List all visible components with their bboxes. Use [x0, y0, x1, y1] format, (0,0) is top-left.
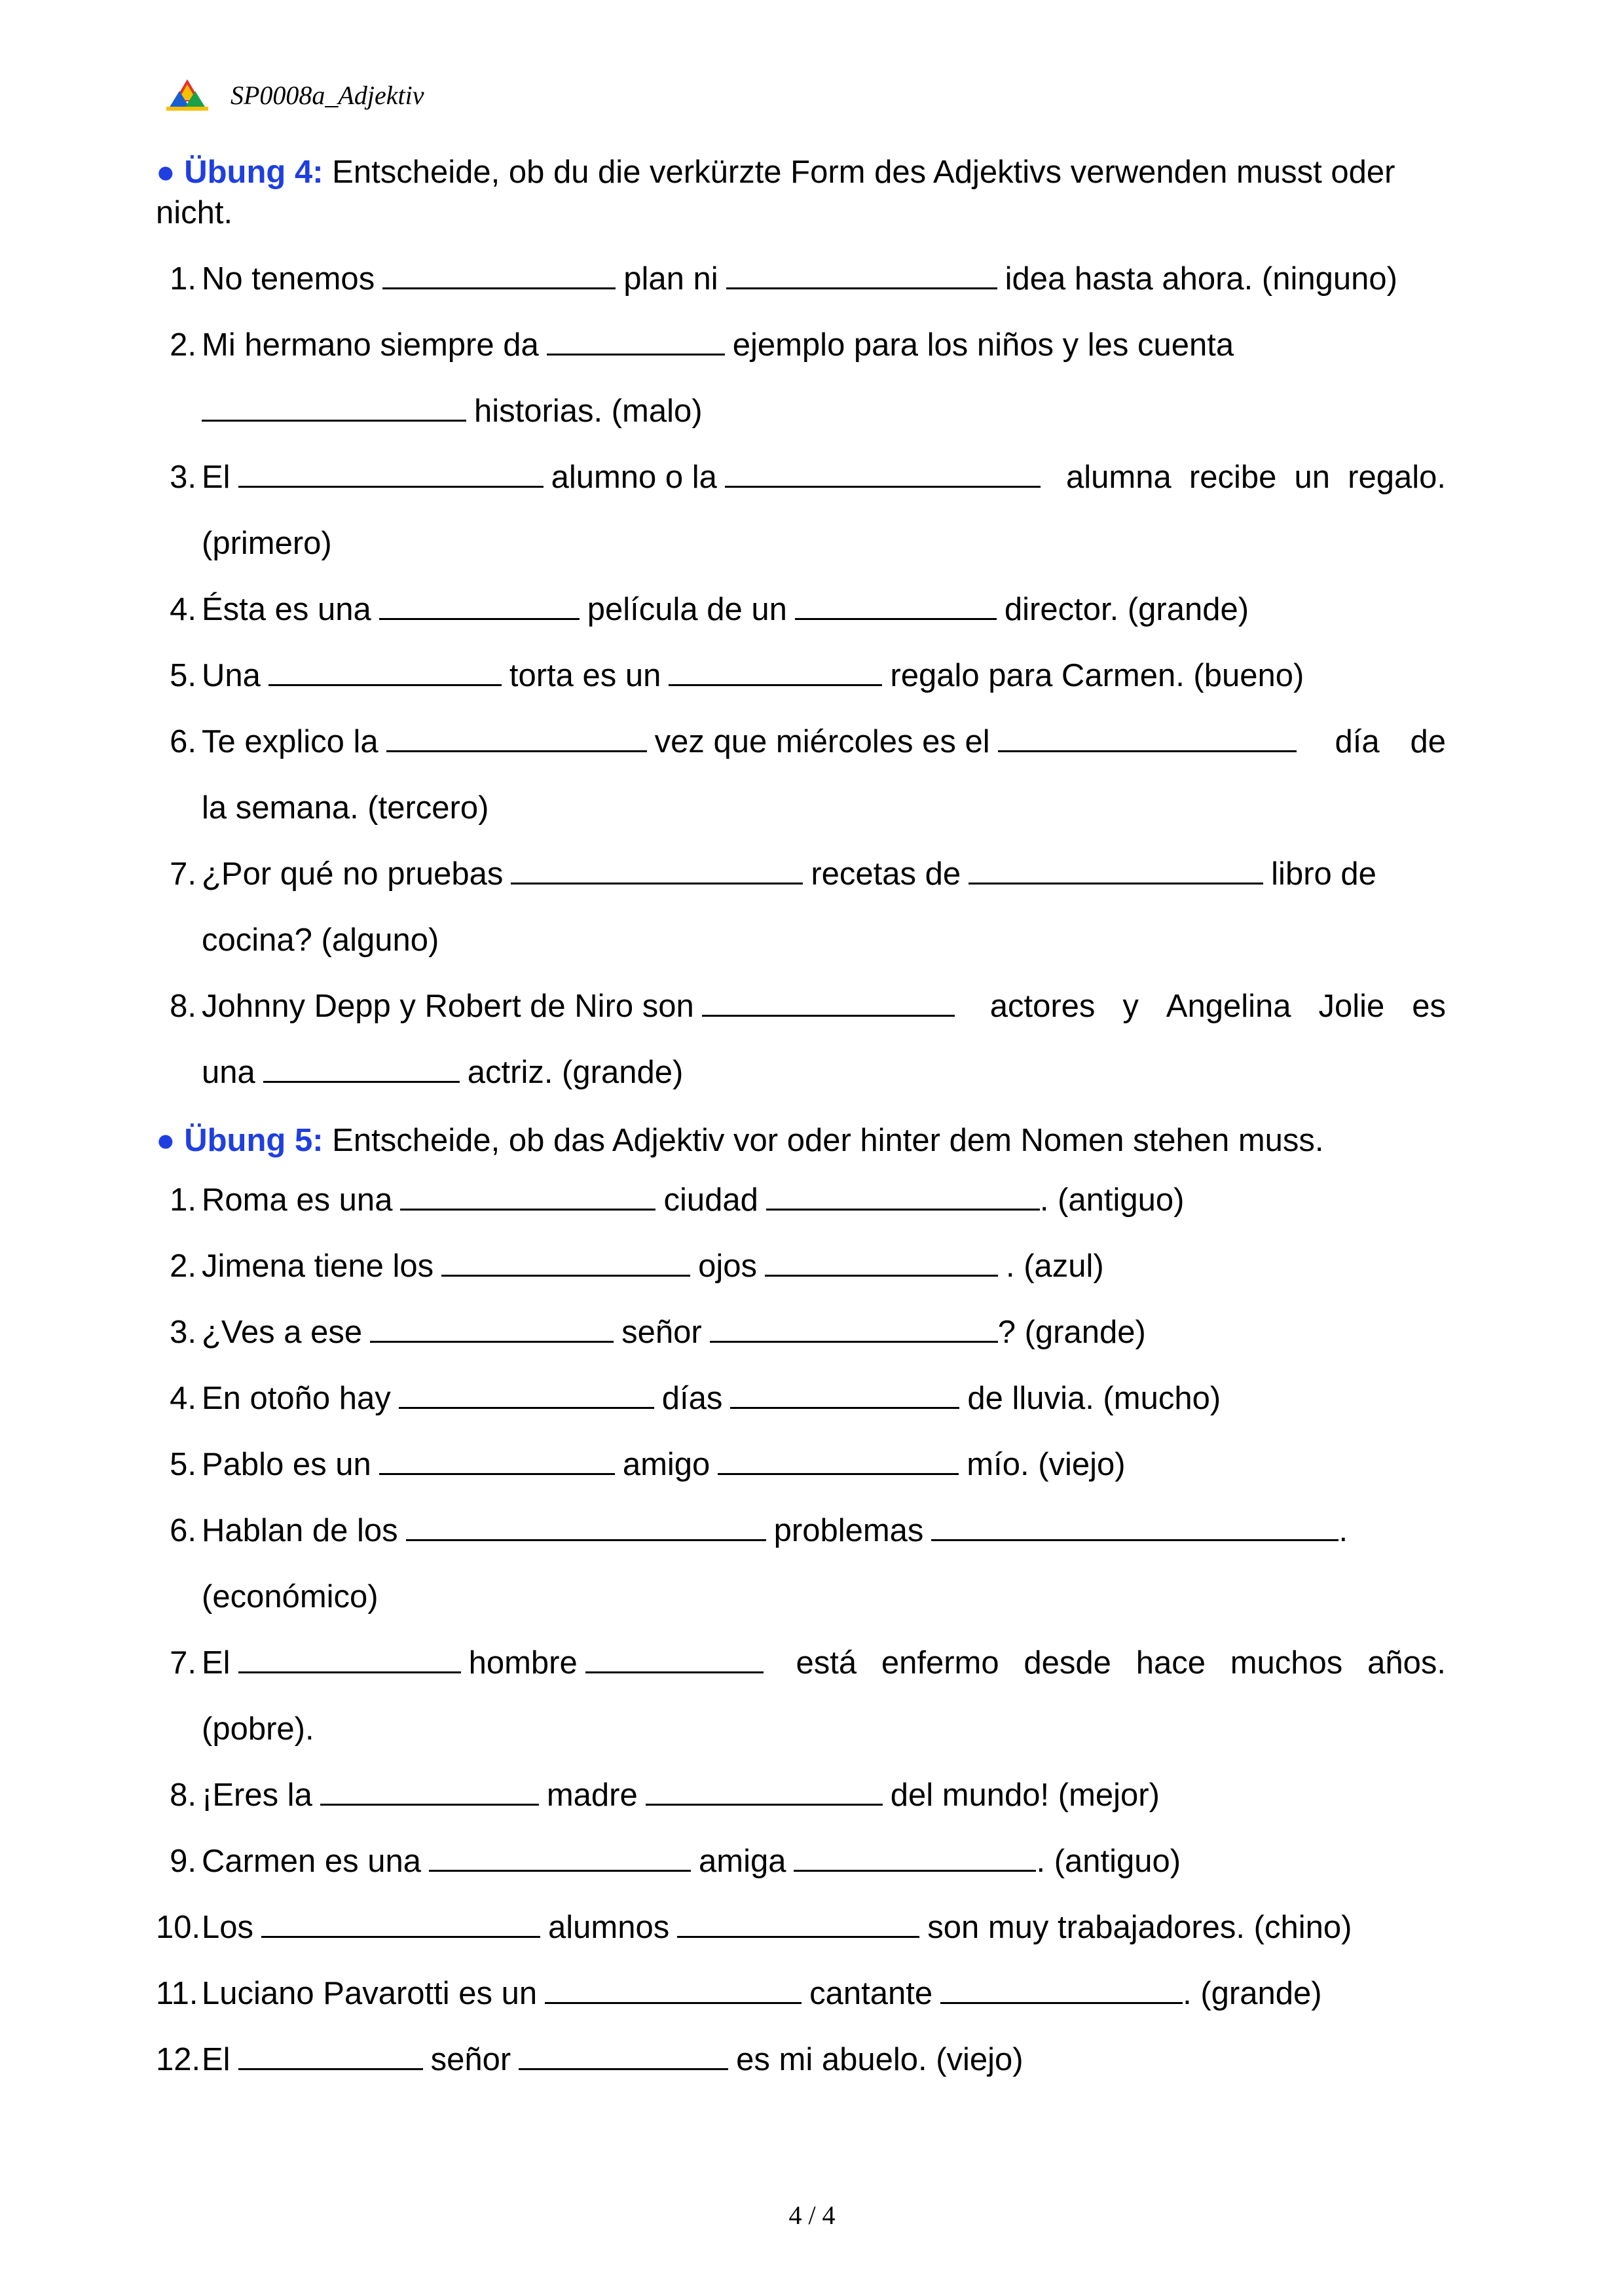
exercise-5-heading	[156, 1120, 1446, 1161]
answer-blank[interactable]	[238, 2046, 423, 2070]
item-text: y	[1122, 989, 1139, 1024]
item-text: Angelina	[1166, 989, 1291, 1024]
item-text: ciudad	[663, 1182, 758, 1218]
answer-blank[interactable]	[646, 1781, 883, 1806]
item-text: . (azul)	[1005, 1248, 1104, 1284]
bullet-icon: ●	[156, 155, 175, 190]
item-text: está	[796, 1645, 857, 1681]
worksheet-content	[156, 152, 1446, 2093]
answer-blank[interactable]	[406, 1517, 766, 1541]
item-number: 6.	[170, 1513, 196, 1548]
answer-blank[interactable]	[710, 1319, 998, 1343]
item-text: plan ni	[623, 261, 718, 297]
item-text: director. (grande)	[1004, 592, 1249, 627]
answer-blank[interactable]	[386, 728, 647, 752]
item-text: (primero)	[202, 526, 332, 561]
item-text: . (grande)	[1183, 1976, 1322, 2011]
item-text: Los	[202, 1910, 254, 1945]
exercise-item-continuation	[156, 775, 1446, 841]
item-text: Ésta es una	[202, 592, 371, 627]
exercise-item	[156, 1498, 1446, 1564]
exercise-item	[156, 1233, 1446, 1300]
item-text: hombre	[468, 1645, 578, 1681]
exercise-item	[156, 1829, 1446, 1895]
item-number: 12.	[156, 2042, 201, 2077]
item-text: . (antiguo)	[1039, 1182, 1185, 1218]
exercise-item	[156, 643, 1446, 709]
item-number: 9.	[170, 1844, 196, 1879]
answer-blank[interactable]	[585, 1649, 764, 1673]
answer-blank[interactable]	[545, 1980, 802, 2004]
answer-blank[interactable]	[261, 1914, 540, 1938]
item-text: Jimena tiene los	[202, 1248, 434, 1284]
item-text: historias. (malo)	[474, 393, 703, 429]
exercise-item	[156, 1961, 1446, 2027]
answer-blank[interactable]	[379, 596, 580, 620]
item-text: . (antiguo)	[1036, 1844, 1181, 1879]
exercise-item	[156, 2027, 1446, 2093]
item-text: Te explico la	[202, 724, 378, 759]
exercise-item	[156, 1762, 1446, 1829]
item-text: años.	[1367, 1645, 1446, 1681]
exercise-item	[156, 709, 1446, 775]
exercise-item	[156, 246, 1446, 312]
exercise-item	[156, 577, 1446, 643]
answer-blank[interactable]	[441, 1252, 690, 1277]
item-number: 7.	[170, 1645, 196, 1681]
item-text: Carmen es una	[202, 1844, 422, 1879]
exercise-item	[156, 841, 1446, 907]
item-text: Johnny Depp y Robert de Niro son	[202, 989, 694, 1024]
item-text: ejemplo para los niños y les cuenta	[732, 327, 1234, 363]
item-text: la semana. (tercero)	[202, 790, 489, 826]
item-number: 1.	[170, 1182, 196, 1218]
item-text: enfermo	[881, 1645, 999, 1681]
exercise-instruction: Entscheide, ob du die verkürzte Form des Adjektivs verwenden musst oder	[332, 155, 1395, 190]
item-text: señor	[621, 1315, 702, 1350]
answer-blank[interactable]	[931, 1517, 1338, 1541]
item-text: ¿Por qué no pruebas	[202, 856, 504, 892]
exercise-item	[156, 1366, 1446, 1432]
exercise-instruction-cont: nicht.	[156, 195, 233, 230]
exercise-item	[156, 974, 1446, 1040]
item-text: No tenemos	[202, 261, 375, 297]
exercise-title: Übung 4:	[184, 155, 323, 190]
item-text: Luciano Pavarotti es un	[202, 1976, 538, 2011]
item-text: Una	[202, 658, 261, 693]
item-text: día	[1335, 724, 1380, 759]
item-number: 8.	[170, 1777, 196, 1813]
answer-blank[interactable]	[519, 2046, 728, 2070]
item-text: ¡Eres la	[202, 1777, 312, 1813]
item-text: El	[202, 1645, 231, 1681]
item-text: desde	[1024, 1645, 1111, 1681]
item-number: 3.	[170, 1315, 196, 1350]
answer-blank[interactable]	[702, 993, 955, 1017]
item-number: 10.	[156, 1910, 201, 1945]
item-text: ojos	[698, 1248, 757, 1284]
answer-blank[interactable]	[794, 1848, 1036, 1872]
item-text: un	[1294, 460, 1331, 495]
answer-blank[interactable]	[202, 397, 466, 422]
item-text: regalo para Carmen. (bueno)	[890, 658, 1304, 693]
answer-blank[interactable]	[400, 1186, 655, 1211]
item-text: torta es un	[509, 658, 661, 693]
answer-blank[interactable]	[998, 728, 1297, 752]
item-text: problemas	[773, 1513, 924, 1548]
item-text: señor	[430, 2042, 511, 2077]
item-number: 1.	[170, 261, 196, 297]
item-text: recibe	[1189, 460, 1277, 495]
page-header	[164, 72, 424, 118]
exercise-5	[156, 1120, 1446, 2093]
item-text: días	[661, 1381, 723, 1416]
exercise-item	[156, 312, 1446, 378]
exercise-item	[156, 1300, 1446, 1366]
document-id: SP0008a_Adjektiv	[231, 80, 424, 110]
item-text: (pobre).	[202, 1711, 314, 1747]
item-number: 2.	[170, 1248, 196, 1284]
item-text: hace	[1135, 1645, 1206, 1681]
item-text: amiga	[699, 1844, 786, 1879]
item-text: cantante	[809, 1976, 933, 2011]
item-text: es mi abuelo. (viejo)	[736, 2042, 1024, 2077]
item-text: actriz. (grande)	[467, 1055, 684, 1090]
item-text: es	[1412, 989, 1446, 1024]
answer-blank[interactable]	[238, 1649, 461, 1673]
item-text: Hablan de los	[202, 1513, 398, 1548]
answer-blank[interactable]	[320, 1781, 539, 1806]
answer-blank[interactable]	[795, 596, 997, 620]
item-text: mío. (viejo)	[967, 1447, 1126, 1482]
answer-blank[interactable]	[263, 1059, 460, 1083]
item-number: 7.	[170, 856, 196, 892]
item-text: alumnos	[548, 1910, 670, 1945]
exercise-item-continuation	[156, 1696, 1446, 1762]
answer-blank[interactable]	[730, 1385, 959, 1409]
item-number: 11.	[156, 1976, 198, 2011]
exercise-item-continuation	[156, 1564, 1446, 1630]
item-text: actores	[989, 989, 1096, 1024]
exercise-item-continuation	[156, 907, 1446, 974]
answer-blank[interactable]	[725, 464, 1041, 488]
item-text: alumna	[1066, 460, 1172, 495]
item-text: (económico)	[202, 1579, 378, 1614]
exercise-item-continuation	[156, 378, 1446, 445]
item-text: muchos	[1230, 1645, 1343, 1681]
answer-blank[interactable]	[969, 860, 1263, 884]
item-text: de	[1410, 724, 1446, 759]
item-text: son muy trabajadores. (chino)	[927, 1910, 1352, 1945]
exercise-4-heading	[156, 152, 1446, 233]
answer-blank[interactable]	[718, 1451, 959, 1475]
item-text: Jolie	[1318, 989, 1385, 1024]
item-text: El	[202, 2042, 231, 2077]
item-text: película de un	[587, 592, 787, 627]
exercise-item	[156, 1167, 1446, 1233]
answer-blank[interactable]	[765, 1252, 998, 1277]
item-text: regalo.	[1348, 460, 1446, 495]
exercise-4	[156, 152, 1446, 1106]
answer-blank[interactable]	[766, 1186, 1040, 1211]
exercise-title: Übung 5:	[184, 1123, 323, 1158]
item-number: 4.	[170, 1381, 196, 1416]
answer-blank[interactable]	[429, 1848, 691, 1872]
item-number: 8.	[170, 989, 196, 1024]
item-text: madre	[546, 1777, 638, 1813]
answer-blank[interactable]	[268, 662, 502, 686]
page-number: 4 / 4	[788, 2200, 836, 2230]
item-text: del mundo! (mejor)	[890, 1777, 1160, 1813]
item-number: 3.	[170, 460, 196, 495]
answer-blank[interactable]	[940, 1980, 1183, 2004]
exercise-item	[156, 1432, 1446, 1498]
answer-blank[interactable]	[238, 464, 544, 488]
exercise-item	[156, 1895, 1446, 1961]
item-text: ¿Ves a ese	[202, 1315, 363, 1350]
exercise-item-continuation	[156, 1040, 1446, 1106]
item-text: .	[1338, 1513, 1348, 1548]
item-text: En otoño hay	[202, 1381, 391, 1416]
answer-blank[interactable]	[370, 1319, 614, 1343]
item-text: Roma es una	[202, 1182, 393, 1218]
item-text: libro de	[1271, 856, 1376, 892]
item-text: vez que miércoles es el	[654, 724, 990, 759]
item-text: Pablo es un	[202, 1447, 371, 1482]
bullet-icon: ●	[156, 1123, 175, 1158]
item-text: recetas de	[811, 856, 961, 892]
answer-blank[interactable]	[379, 1451, 615, 1475]
item-text: cocina? (alguno)	[202, 922, 439, 958]
answer-blank[interactable]	[669, 662, 882, 686]
item-text: ? (grande)	[997, 1315, 1146, 1350]
item-text: Mi hermano siempre da	[202, 327, 539, 363]
answer-blank[interactable]	[726, 265, 997, 289]
item-number: 4.	[170, 592, 196, 627]
answer-blank[interactable]	[511, 860, 803, 884]
logo-icon	[164, 78, 211, 112]
item-number: 2.	[170, 327, 196, 363]
item-number: 5.	[170, 658, 196, 693]
exercise-item-continuation	[156, 511, 1446, 577]
item-text: idea hasta ahora. (ninguno)	[1005, 261, 1397, 297]
item-text: una	[202, 1055, 255, 1090]
item-text: El	[202, 460, 231, 495]
answer-blank[interactable]	[547, 331, 725, 355]
item-number: 5.	[170, 1447, 196, 1482]
item-text: alumno o la	[551, 460, 717, 495]
exercise-item	[156, 1630, 1446, 1696]
item-text: amigo	[622, 1447, 710, 1482]
answer-blank[interactable]	[399, 1385, 654, 1409]
answer-blank[interactable]	[382, 265, 616, 289]
exercise-item	[156, 445, 1446, 511]
exercise-instruction: Entscheide, ob das Adjektiv vor oder hinter dem Nomen stehen muss.	[332, 1123, 1324, 1158]
item-text: de lluvia. (mucho)	[967, 1381, 1221, 1416]
item-number: 6.	[170, 724, 196, 759]
answer-blank[interactable]	[677, 1914, 919, 1938]
